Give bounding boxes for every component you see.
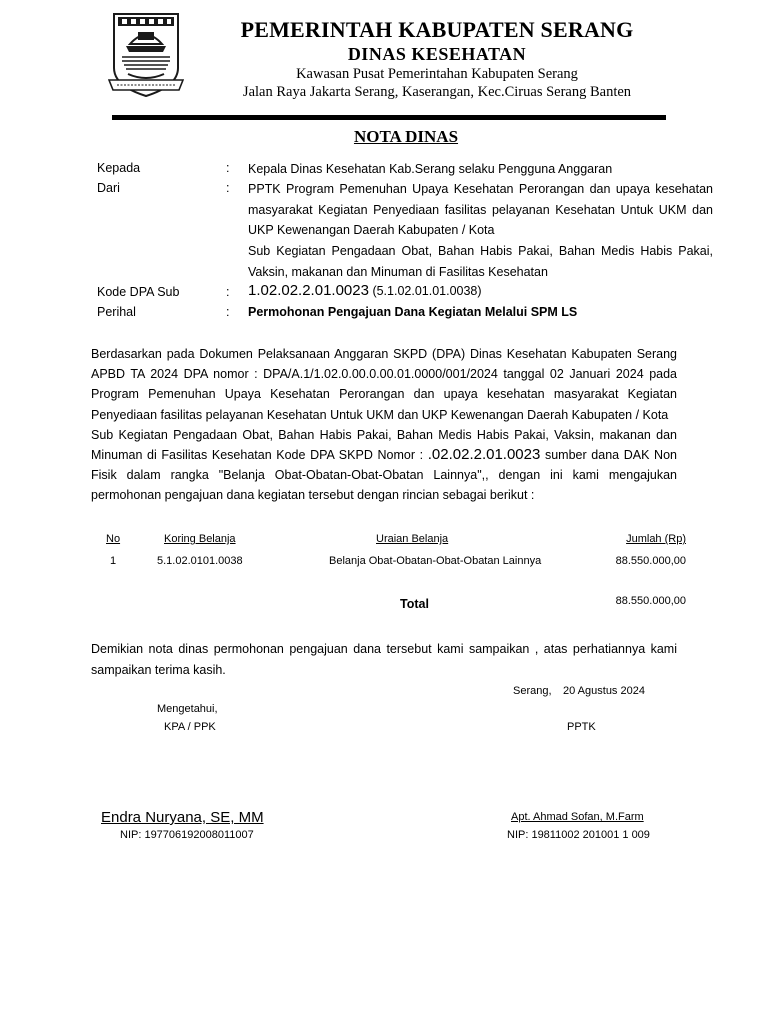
- kode-dpa-value: 1.02.02.2.01.0023 (5.1.02.01.01.0038): [248, 282, 482, 299]
- perihal-colon: :: [226, 305, 230, 319]
- kode-dpa-colon: :: [226, 285, 230, 299]
- dari-value: PPTK Program Pemenuhan Upaya Kesehatan Perorangan dan upaya kesehatan masyarakat Kegiatan Penyediaan fasilitas pelayanan Kesehatan Untuk UKM dan UKP Kewenangan Daerah Kabupaten / Kota: [248, 182, 713, 237]
- kabupaten-serang-emblem-icon: [108, 10, 184, 102]
- pptk-name: Apt. Ahmad Sofan, M.Farm: [511, 811, 644, 823]
- kepada-colon: :: [226, 161, 230, 175]
- pptk-nip: NIP: 19811002 201001 1 009: [507, 829, 650, 841]
- table-cell-no: 1: [110, 555, 117, 567]
- dari-colon: :: [226, 181, 230, 195]
- perihal-label: Perihal: [97, 305, 136, 319]
- signature-date: 20 Agustus 2024: [563, 685, 645, 697]
- document-title: NOTA DINAS: [353, 127, 459, 146]
- dari-label: Dari: [97, 181, 120, 195]
- table-total-label: Total: [400, 597, 429, 611]
- table-cell-koring: 5.1.02.0101.0038: [157, 555, 243, 567]
- table-header-no: No: [106, 533, 121, 545]
- table-header-jumlah: Jumlah (Rp): [626, 533, 686, 545]
- kpa-ppk-nip: NIP: 197706192008011007: [120, 829, 254, 841]
- table-header-uraian: Uraian Belanja: [376, 533, 449, 545]
- kepada-label: Kepada: [97, 161, 141, 175]
- letterhead-institution: PEMERINTAH KABUPATEN SERANG: [240, 17, 634, 42]
- letterhead-address: Jalan Raya Jakarta Serang, Kaserangan, Kec.Ciruas Serang Banten: [242, 84, 632, 100]
- letterhead-divider: [112, 115, 666, 120]
- kode-dpa-label: Kode DPA Sub: [97, 285, 180, 299]
- signature-place: Serang,: [513, 685, 552, 697]
- table-total-value: 88.550.000,00: [615, 595, 686, 607]
- body-paragraph: Berdasarkan pada Dokumen Pelaksanaan Anggaran SKPD (DPA) Dinas Kesehatan Kabupaten Serang APBD TA 2024 DPA nomor : DPA/A.1/1.02.0.00.0.00.01.0000/001/2024 tanggal 02 Januari 2024 pada Program Pemenuhan Upaya Kesehatan Perorangan dan upaya kesehatan masyarakat Kegiatan Penyediaan fasilitas pelayanan Kesehatan Untuk UKM dan UKP Kewenangan Daerah Kabupaten / Kota Sub Kegiatan Pengadaan Obat, Bahan Habis Pakai, Bahan Medis Habis Pakai, Vaksin, makanan dan Minuman di Fasilitas Kesehatan Kode DPA SKPD Nomor : .02.02.2.01.0023 sumber dana DAK Non Fisik dalam rangka "Belanja Obat-Obatan-Obat-Obatan Lainnya",, dengan ini kami mengajukan permohonan pengajuan dana kegiatan tersebut dengan rincian sebagai berikut :: [91, 347, 677, 503]
- kepada-value: Kepala Dinas Kesehatan Kab.Serang selaku Pengguna Anggaran: [248, 162, 613, 176]
- perihal-value: Permohonan Pengajuan Dana Kegiatan Melalui SPM LS: [248, 305, 578, 319]
- letterhead-department: DINAS KESEHATAN: [347, 44, 527, 64]
- mengetahui-label: Mengetahui,: [157, 703, 218, 715]
- closing-paragraph: Demikian nota dinas permohonan pengajuan dana tersebut kami sampaikan , atas perhatiannya kami sampaikan terima kasih.: [91, 642, 677, 677]
- letterhead-area: Kawasan Pusat Pemerintahan Kabupaten Serang: [296, 66, 578, 82]
- table-cell-uraian: Belanja Obat-Obatan-Obat-Obatan Lainnya: [329, 555, 542, 567]
- kpa-ppk-title: KPA / PPK: [164, 721, 216, 733]
- dari-subkegiatan: Sub Kegiatan Pengadaan Obat, Bahan Habis Pakai, Bahan Medis Habis Pakai, Vaksin, makanan dan Minuman di Fasilitas Kesehatan: [248, 244, 713, 279]
- kpa-ppk-name: Endra Nuryana, SE, MM: [101, 809, 264, 826]
- table-header-koring: Koring Belanja: [164, 533, 236, 545]
- pptk-title: PPTK: [567, 721, 596, 733]
- table-cell-jumlah: 88.550.000,00: [615, 555, 686, 567]
